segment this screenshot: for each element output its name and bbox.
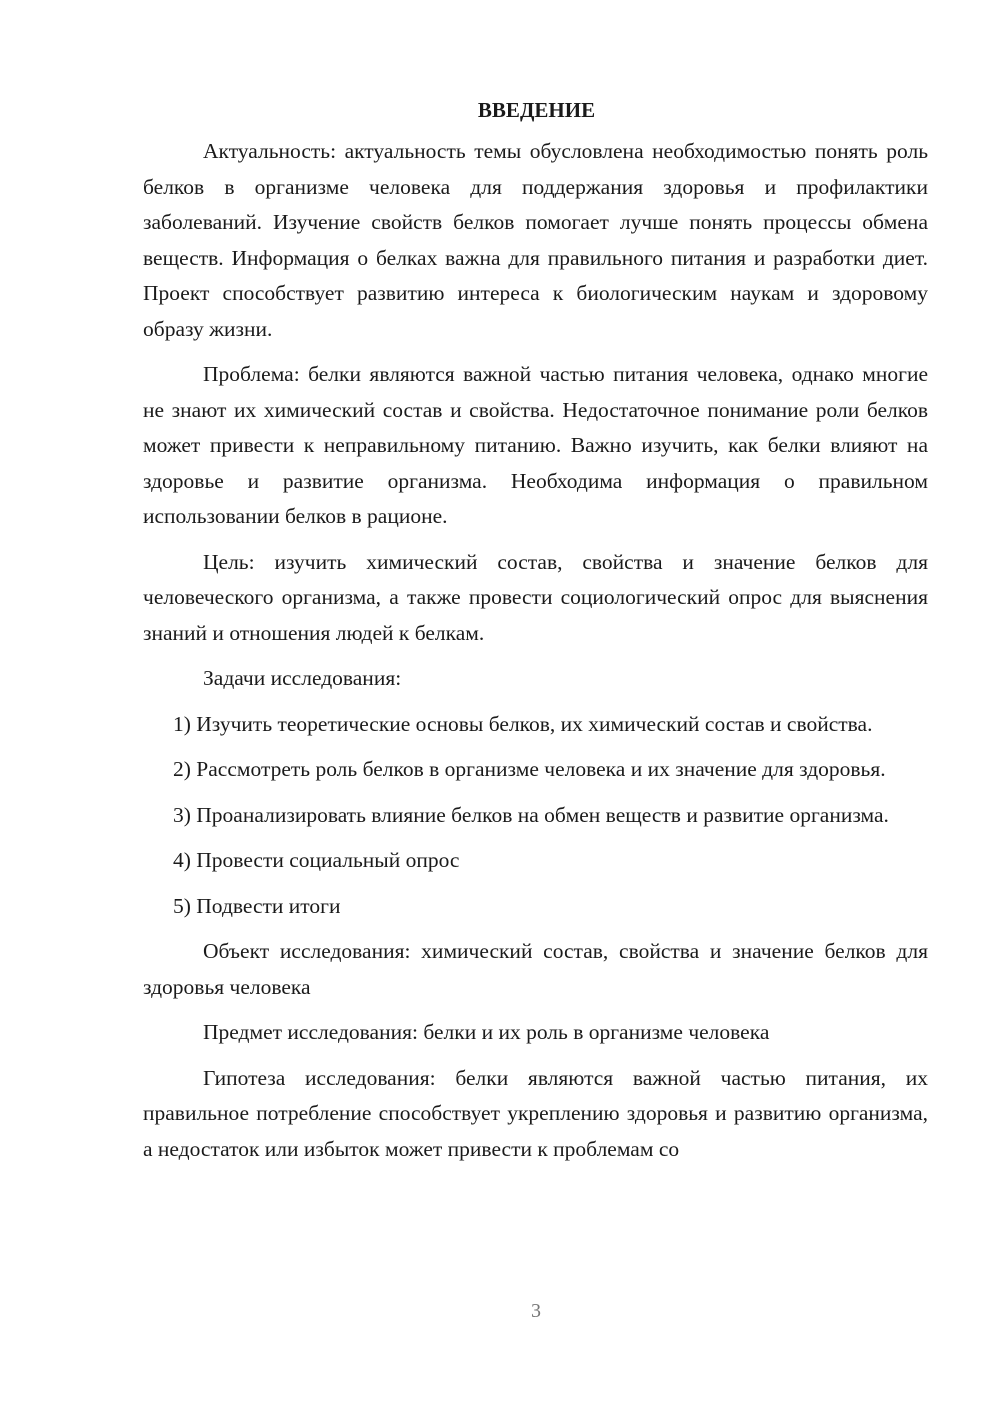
task-item: 3) Проанализировать влияние белков на обмен веществ и развитие организма. bbox=[173, 802, 889, 827]
task-item: 1) Изучить теоретические основы белков, их химический состав и свойства. bbox=[173, 711, 873, 736]
paragraph-problem: Проблема: белки являются важной частью питания человека, однако многие не знают их химический состав и свойства. Недостаточное понимание роли белков может привести к неправильному питанию. Важно изучить, как белки влияют на здоровье и развитие организма. Необходима информация о правильном использовании белков в рационе. bbox=[143, 362, 928, 528]
page-number: 3 bbox=[531, 1300, 541, 1322]
page-content bbox=[143, 93, 928, 1167]
paragraph-object: Объект исследования: химический состав, свойства и значение белков для здоровья человека bbox=[143, 939, 928, 999]
paragraph-hypothesis: Гипотеза исследования: белки являются важной частью питания, их правильное потребление способствует укреплению здоровья и развитию организма, а недостаток или избыток может привести к проблемам со bbox=[143, 1065, 928, 1161]
tasks-heading: Задачи исследования: bbox=[203, 666, 402, 690]
task-item: 2) Рассмотреть роль белков в организме человека и их значение для здоровья. bbox=[173, 757, 886, 781]
tasks-list bbox=[143, 707, 928, 925]
task-item: 5) Подвести итоги bbox=[173, 893, 341, 918]
paragraph-goal: Цель: изучить химический состав, свойства и значение белков для человеческого организма, а также провести социологический опрос для выяснения знаний и отношения людей к белкам. bbox=[143, 549, 928, 645]
task-item: 4) Провести социальный опрос bbox=[173, 848, 460, 872]
section-heading: ВВЕДЕНИЕ bbox=[477, 98, 596, 122]
paragraph-relevance: Актуальность: актуальность темы обусловлена необходимостью понять роль белков в организме человека для поддержания здоровья и профилактики заболеваний. Изучение свойств белков помогает лучше понять процессы обмена веществ. Информация о белках важна для правильного питания и разработки диет. Проект способствует развитию интереса к биологическим наукам и здоровому образу жизни. bbox=[143, 139, 928, 341]
paragraph-subject: Предмет исследования: белки и их роль в организме человека bbox=[203, 1020, 770, 1044]
